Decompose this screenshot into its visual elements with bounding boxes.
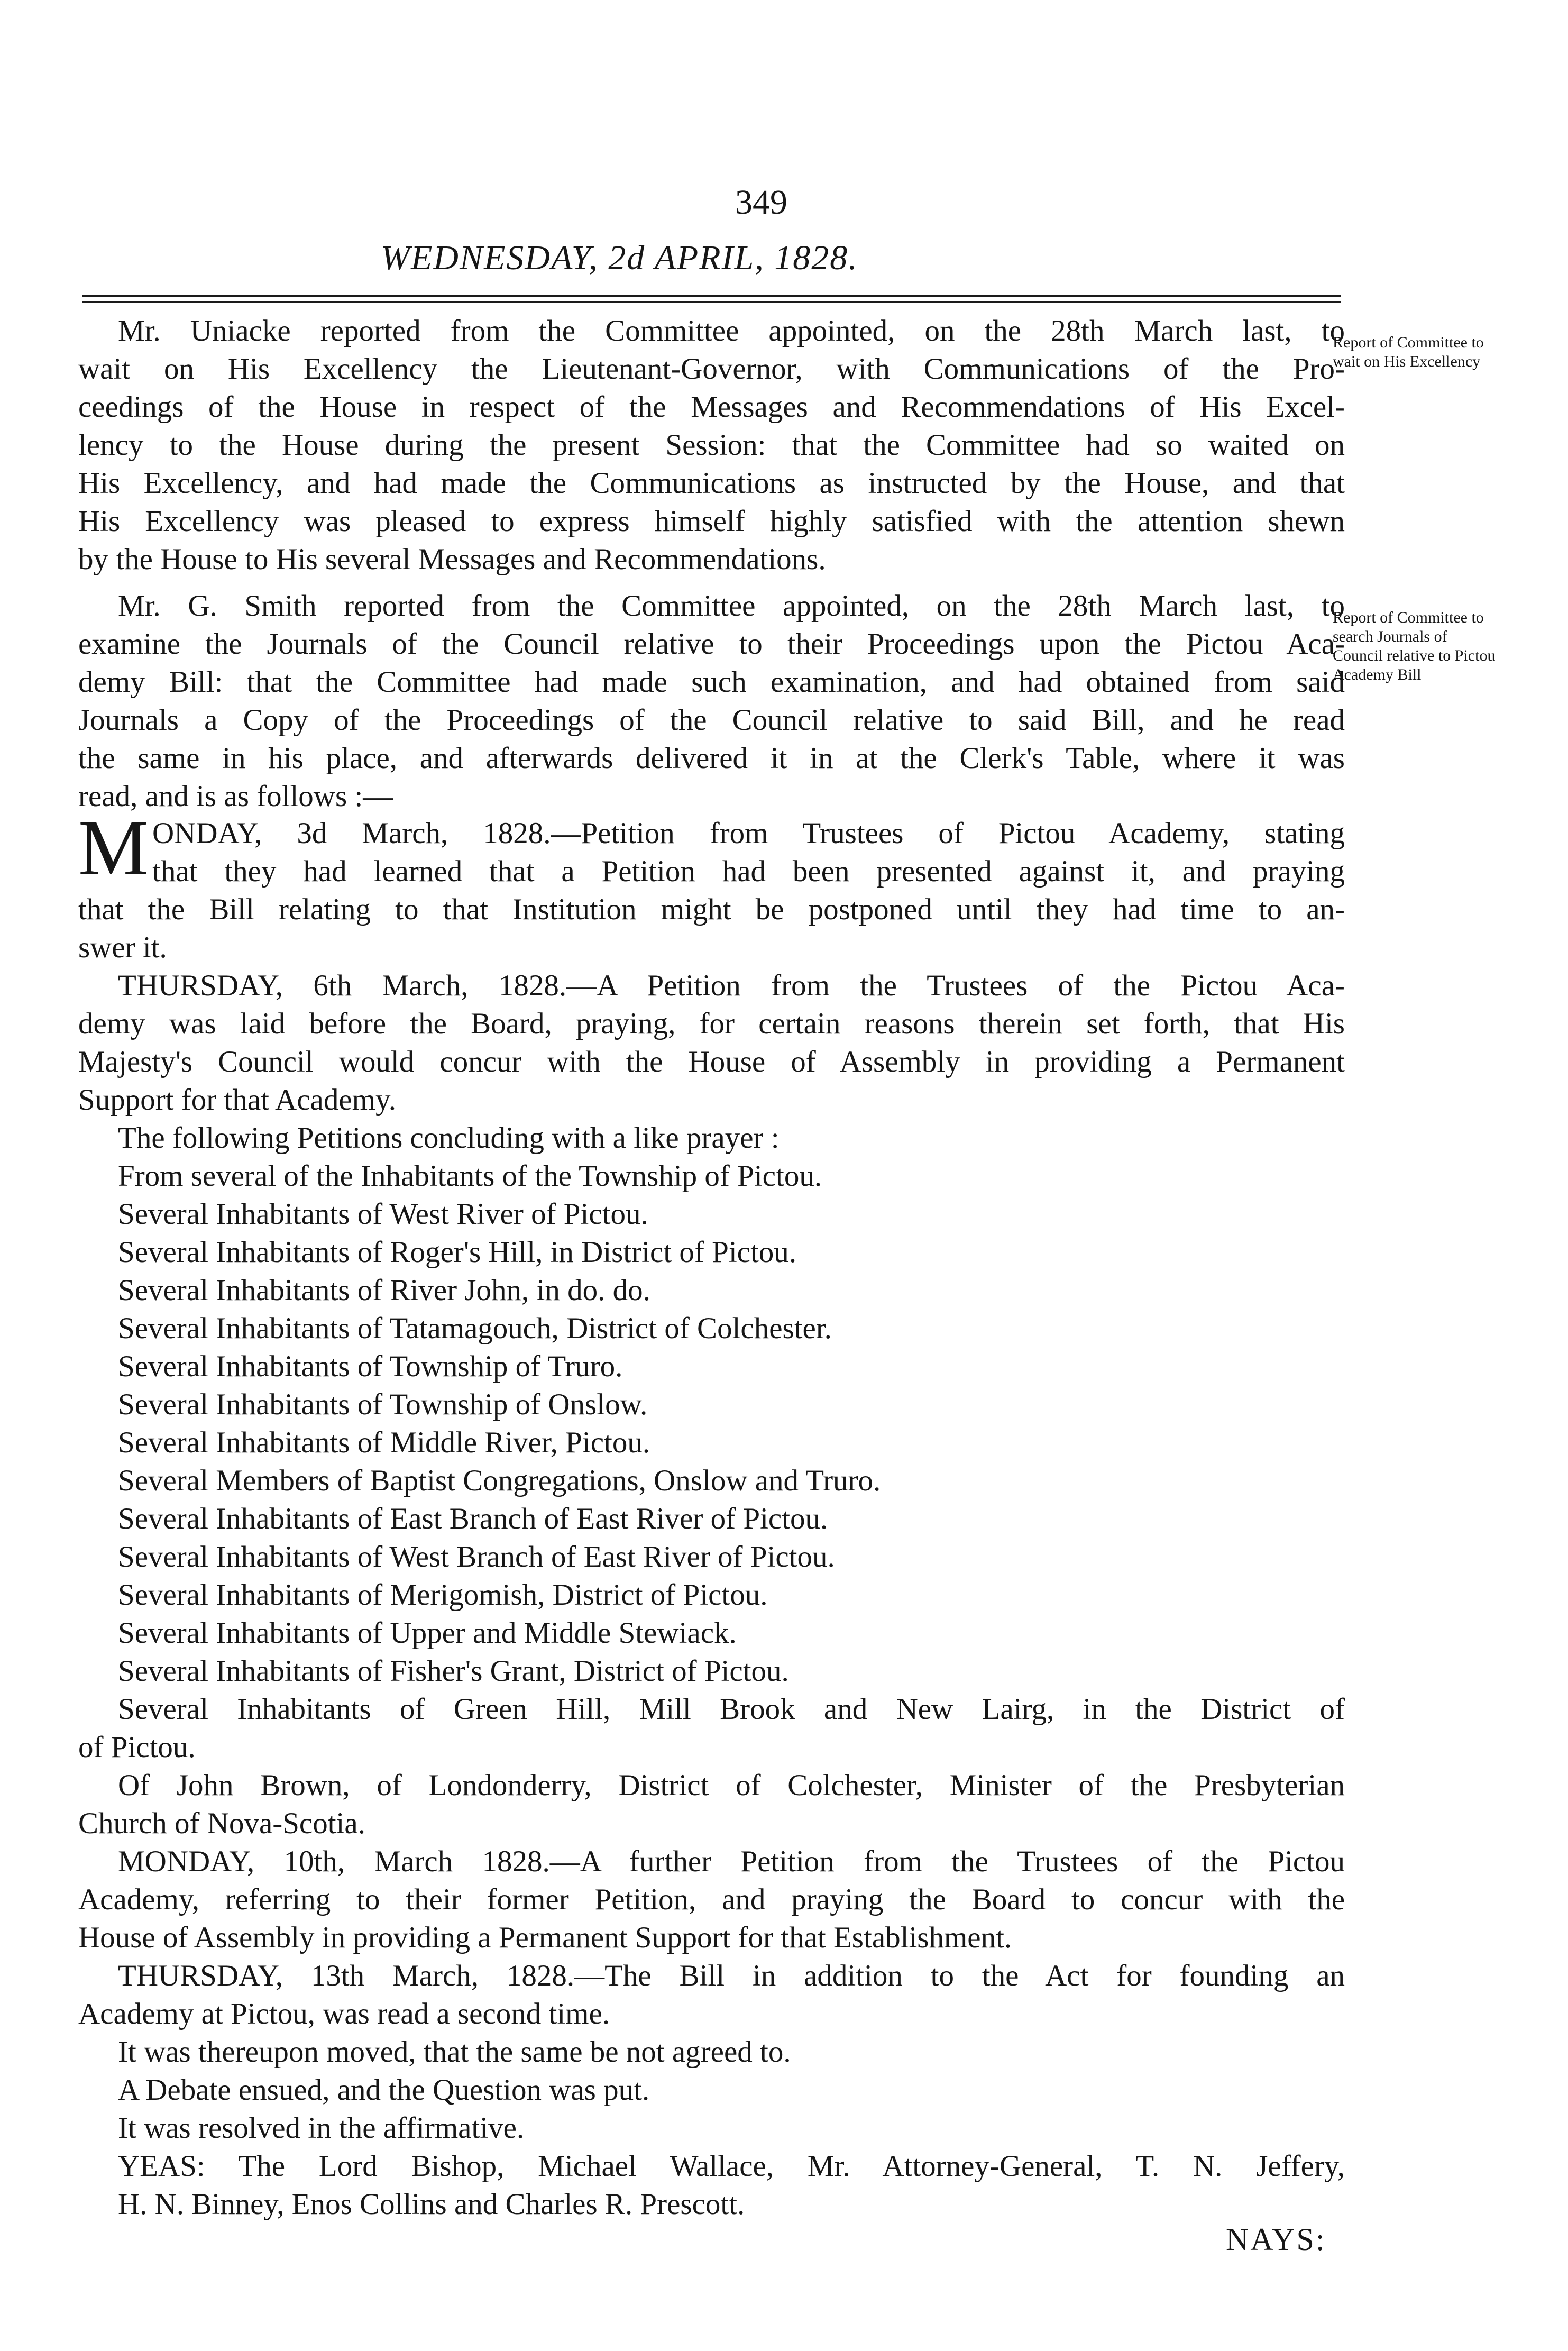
petition-item: Several Inhabitants of West River of Pictou. <box>118 1197 648 1231</box>
petition-item: Several Inhabitants of Middle River, Pictou. <box>118 1426 650 1459</box>
text-line: MONDAY, 10th, March 1828.—A further Petition from the Trustees of the Pictou <box>118 1845 1345 1878</box>
text-line: that they had learned that a Petition had been presented against it, and praying <box>152 855 1345 888</box>
date-heading: WEDNESDAY, 2d APRIL, 1828. <box>381 239 858 277</box>
catchword: NAYS: <box>1226 2222 1326 2257</box>
text-line: The following Petitions concluding with a like prayer : <box>118 1121 780 1155</box>
petition-item: Several Inhabitants of Tatamagouch, District of Colchester. <box>118 1312 832 1345</box>
page-number: 349 <box>735 183 787 222</box>
petition-item: Several Inhabitants of Township of Truro. <box>118 1350 623 1383</box>
text-line: Journals a Copy of the Proceedings of the Council relative to said Bill, and he read <box>78 703 1345 737</box>
petition-item: Several Inhabitants of West Branch of East River of Pictou. <box>118 1540 835 1574</box>
petition-item: Several Members of Baptist Congregations, Onslow and Truro. <box>118 1464 881 1497</box>
text-line: by the House to His several Messages and Recommendations. <box>78 543 826 576</box>
text-line: Mr. Uniacke reported from the Committee appointed, on the 28th March last, to <box>118 314 1345 347</box>
text-line: wait on His Excellency the Lieutenant-Governor, with Communications of the Pro- <box>78 352 1345 386</box>
petition-item: Several Inhabitants of Roger's Hill, in District of Pictou. <box>118 1236 797 1269</box>
header-rule-thin <box>82 301 1341 303</box>
text-line: Academy at Pictou, was read a second time. <box>78 1997 610 2030</box>
petition-item: Of John Brown, of Londonderry, District of Colchester, Minister of the Presbyterian <box>118 1769 1345 1802</box>
petition-item: Several Inhabitants of Green Hill, Mill Brook and New Lairg, in the District of <box>118 1693 1345 1726</box>
text-line: swer it. <box>78 931 167 964</box>
petition-item: Several Inhabitants of Fisher's Grant, District of Pictou. <box>118 1654 789 1688</box>
petition-item: Several Inhabitants of East Branch of East River of Pictou. <box>118 1502 828 1535</box>
text-line: that the Bill relating to that Institution might be postponed until they had time to an- <box>78 893 1345 926</box>
header-rule <box>82 295 1341 297</box>
petition-item: Several Inhabitants of Upper and Middle Stewiack. <box>118 1616 737 1650</box>
text-line: Church of Nova-Scotia. <box>78 1807 365 1840</box>
text-line: It was thereupon moved, that the same be not agreed to. <box>118 2035 791 2069</box>
text-line: ceedings of the House in respect of the Messages and Recommendations of His Excel- <box>78 390 1345 424</box>
text-line: Majesty's Council would concur with the House of Assembly in providing a Permanent <box>78 1045 1345 1078</box>
text-line: demy was laid before the Board, praying, for certain reasons therein set forth, that His <box>78 1007 1345 1040</box>
text-line: Support for that Academy. <box>78 1083 397 1117</box>
petition-item: Several Inhabitants of Township of Onslow. <box>118 1388 648 1421</box>
text-line: of Pictou. <box>78 1731 196 1764</box>
text-line: His Excellency was pleased to express himself highly satisfied with the attention shewn <box>78 505 1345 538</box>
text-line: demy Bill: that the Committee had made such examination, and had obtained from said <box>78 665 1345 699</box>
text-line: YEAS: The Lord Bishop, Michael Wallace, Mr. Attorney-General, T. N. Jeffery, <box>118 2149 1345 2183</box>
text-line: House of Assembly in providing a Permanent Support for that Establishment. <box>78 1921 1012 1954</box>
margin-note: Report of Committee to wait on His Excellency <box>1333 334 1484 370</box>
text-line: A Debate ensued, and the Question was put. <box>118 2073 650 2107</box>
petition-item: Several Inhabitants of Merigomish, District of Pictou. <box>118 1578 768 1612</box>
text-line: lency to the House during the present Session: that the Committee had so waited on <box>78 428 1345 462</box>
text-line: H. N. Binney, Enos Collins and Charles R. Prescott. <box>118 2188 745 2221</box>
text-line: Academy, referring to their former Petition, and praying the Board to concur with the <box>78 1883 1345 1916</box>
petition-item: From several of the Inhabitants of the Township of Pictou. <box>118 1159 822 1193</box>
text-line: read, and is as follows :— <box>78 780 393 813</box>
petition-item: Several Inhabitants of River John, in do. do. <box>118 1274 650 1307</box>
text-line: It was resolved in the affirmative. <box>118 2111 525 2145</box>
margin-note: Report of Committee to search Journals of Council relative to Pictou Academy Bill <box>1333 609 1496 683</box>
text-line: Mr. G. Smith reported from the Committee appointed, on the 28th March last, to <box>118 589 1345 623</box>
drop-cap: M <box>78 804 149 892</box>
text-line: THURSDAY, 13th March, 1828.—The Bill in addition to the Act for founding an <box>118 1959 1345 1992</box>
text-line: examine the Journals of the Council relative to their Proceedings upon the Pictou Aca- <box>78 627 1345 661</box>
text-line: the same in his place, and afterwards delivered it in at the Clerk's Table, where it was <box>78 742 1345 775</box>
text-line: ONDAY, 3d March, 1828.—Petition from Trustees of Pictou Academy, stating <box>152 817 1345 850</box>
text-line: His Excellency, and had made the Communications as instructed by the House, and that <box>78 466 1345 500</box>
text-line: THURSDAY, 6th March, 1828.—A Petition from the Trustees of the Pictou Aca- <box>118 969 1345 1002</box>
